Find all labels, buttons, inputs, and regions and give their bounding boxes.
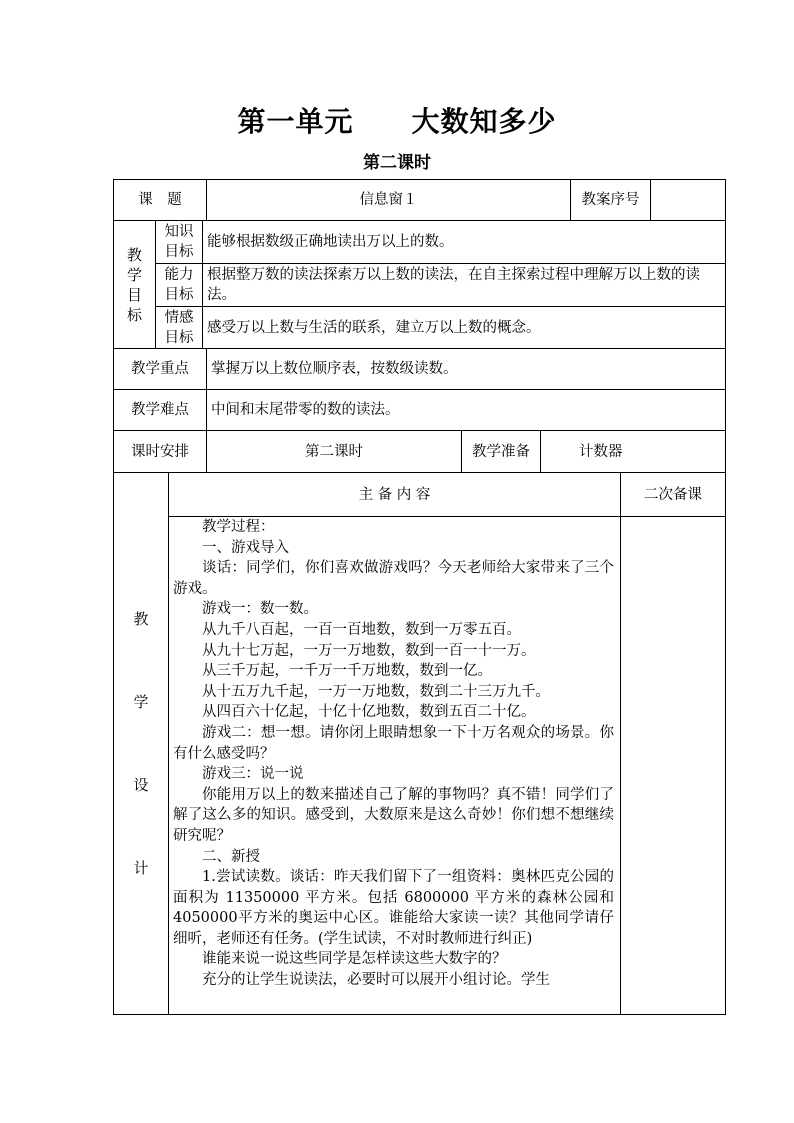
seq-value	[651, 180, 726, 221]
content-paragraph: 从三千万起，一千万一千万地数，数到一亿。	[202, 663, 492, 680]
key-point-label: 教学重点	[114, 349, 207, 390]
content-paragraph: 游戏三：说一说	[202, 766, 304, 783]
second-prep-body	[621, 517, 726, 1015]
goal-row-ability	[114, 264, 726, 307]
difficulty-label: 教学难点	[114, 390, 207, 431]
content-paragraph: 你能用万以上的数来描述自己了解的事物吗？真不错！同学们了解了这么多的知识。感受到，大数原来是这么奇妙！你们想不想继续研究呢？	[173, 786, 614, 844]
main-content-body	[169, 517, 621, 1015]
seq-label: 教案序号	[571, 180, 651, 221]
lesson-plan-table	[113, 179, 726, 1015]
goal-text-ability: 根据整万数的读法探索万以上数的读法，在自主探索过程中理解万以上数的读法。	[203, 264, 726, 307]
course-label: 课 题	[114, 180, 207, 221]
prep-value: 计数器	[541, 431, 726, 473]
content-paragraph: 游戏二：想一想。请你闭上眼睛想象一下十万名观众的场景。你有什么感受吗？	[173, 724, 614, 762]
goal-row-emotion	[114, 307, 726, 349]
course-value: 信息窗１	[207, 180, 571, 221]
goal-label-emotion: 情感目标	[156, 307, 203, 349]
row-difficulty	[114, 390, 726, 431]
content-paragraph: 从十五万九千起，一万一万地数，数到二十三万九千。	[202, 683, 550, 700]
row-key-point	[114, 349, 726, 390]
content-paragraph: 从九十七万起，一万一万地数，数到一百一十一万。	[202, 642, 536, 659]
row-course	[114, 180, 726, 221]
page-title: 第一单元 大数知多少	[237, 105, 557, 138]
goal-text-emotion: 感受万以上数与生活的联系，建立万以上数的概念。	[203, 307, 726, 349]
goal-label-ability: 能力目标	[156, 264, 203, 307]
schedule-label: 课时安排	[114, 431, 207, 473]
design-side-label: 教 学 设 计	[114, 473, 169, 1015]
content-paragraph: 从四百六十亿起，十亿十亿地数，数到五百二十亿。	[202, 704, 536, 721]
main-content-header: 主 备 内 容	[169, 473, 621, 517]
content-paragraph: 充分的让学生说读法，必要时可以展开小组讨论。学生	[202, 972, 550, 989]
row-schedule	[114, 431, 726, 473]
content-paragraph: 游戏一：数一数。	[202, 601, 318, 618]
goal-label-knowledge: 知识目标	[156, 221, 203, 264]
content-paragraph: 谈话：同学们，你们喜欢做游戏吗？今天老师给大家带来了三个游戏。	[173, 560, 614, 597]
content-paragraph: 从九千八百起，一百一百地数，数到一万零五百。	[202, 621, 521, 638]
content-paragraph: 谁能来说一说这些同学是怎样读这些大数字的？	[202, 951, 507, 968]
key-point-text: 掌握万以上数位顺序表，按数级读数。	[207, 349, 726, 390]
content-paragraph: 一、游戏导入	[202, 539, 289, 556]
difficulty-text: 中间和末尾带零的数的读法。	[207, 390, 726, 431]
goal-row-knowledge	[114, 221, 726, 264]
content-paragraph: 1.尝试读数。谈话：昨天我们留下了一组资料：奥林匹克公园的面积为 11350000 平方米。包括 6800000 平方米的森林公园和 4050000平方米的奥运中心区。谁能给大家读一读？其他同学请仔细听，老师还有任务。(学生试读，不对时教师进行纠正)	[173, 869, 614, 947]
content-paragraph: 二、新授	[202, 848, 260, 865]
goal-text-knowledge: 能够根据数级正确地读出万以上的数。	[203, 221, 726, 264]
row-design-body	[114, 517, 726, 1015]
goals-side-label: 教 学 目 标	[114, 221, 156, 349]
schedule-value: 第二课时	[207, 431, 462, 473]
prep-label: 教学准备	[462, 431, 541, 473]
second-prep-header: 二次备课	[621, 473, 726, 517]
row-design-header	[114, 473, 726, 517]
lesson-subtitle: 第二课时	[363, 153, 431, 173]
content-paragraph: 教学过程：	[202, 519, 275, 535]
